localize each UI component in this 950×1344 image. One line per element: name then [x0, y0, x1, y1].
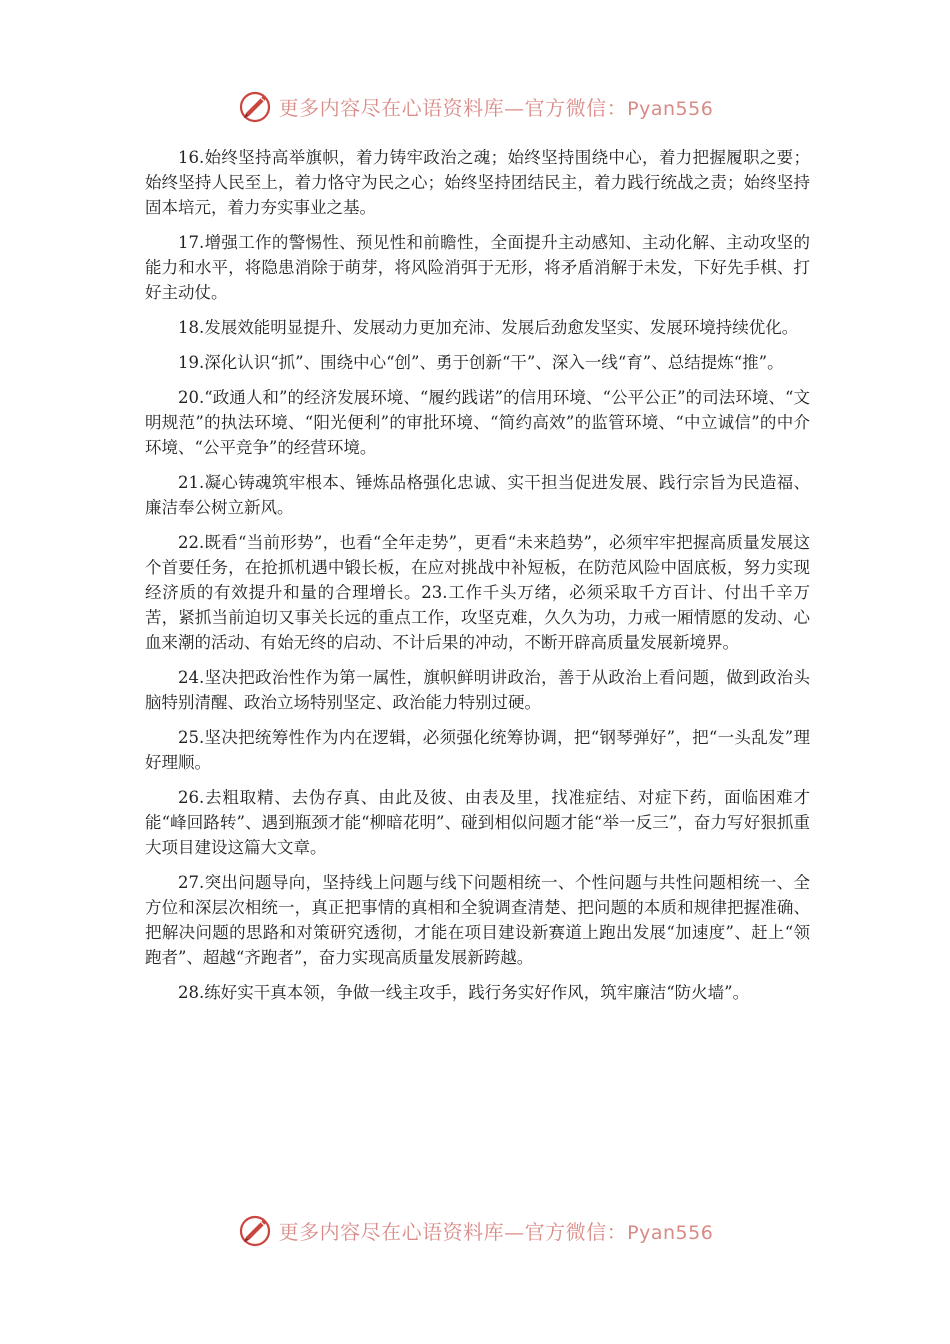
paragraph-22-23: 22.既看“当前形势”，也看“全年走势”，更看“未来趋势”，必须牢牢把握高质量发展这个首要任务，在抢抓机遇中锻长板，在应对挑战中补短板，在防范风险中固底板，努力实现经济质的有效提升和量的合理增长。23.工作千头万绪，必须采取千方百计、付出千辛万苦，紧抓当前迫切又事关长远的重点工作，攻坚克难，久久为功，力戒一厢情愿的发动、心血来潮的活动、有始无终的启动、不计后果的冲动，不断开辟高质量发展新境界。 [145, 533, 810, 652]
paragraph-17: 17.增强工作的警惕性、预见性和前瞻性，全面提升主动感知、主动化解、主动攻坚的能力和水平，将隐患消除于萌芽，将风险消弭于无形，将矛盾消解于未发，下好先手棋、打好主动仗。 [145, 233, 810, 302]
paragraph-27: 27.突出问题导向，坚持线上问题与线下问题相统一、个性问题与共性问题相统一、全方位和深层次相统一，真正把事情的真相和全貌调查清楚、把问题的本质和规律把握准确、把解决问题的思路和对策研究透彻，才能在项目建设新赛道上跑出发展“加速度”、赶上“领跑者”、超越“齐跑者”，奋力实现高质量发展新跨越。 [145, 873, 810, 967]
footer-text: 更多内容尽在心语资料库—官方微信：Pyan556 [278, 1219, 714, 1244]
paragraph-26: 26.去粗取精、去伪存真、由此及彼、由表及里，找准症结、对症下药，面临困难才能“峰回路转”、遇到瓶颈才能“柳暗花明”、碰到相似问题才能“举一反三”，奋力写好狠抓重大项目建设这篇大文章。 [145, 788, 810, 857]
paragraph-20: 20.“政通人和”的经济发展环境、“履约践诺”的信用环境、“公平公正”的司法环境、“文明规范”的执法环境、“阳光便利”的审批环境、“简约高效”的监管环境、“中立诚信”的中介环境、“公平竞争”的经营环境。 [145, 388, 810, 457]
footer-banner [0, 1208, 950, 1252]
pen-logo-icon [237, 88, 273, 124]
paragraph-25: 25.坚决把统筹性作为内在逻辑，必须强化统筹协调，把“钢琴弹好”，把“一头乱发”理好理顺。 [145, 728, 810, 772]
paragraph-24: 24.坚决把政治性作为第一属性，旗帜鲜明讲政治，善于从政治上看问题，做到政治头脑特别清醒、政治立场特别坚定、政治能力特别过硬。 [145, 668, 810, 712]
header-text: 更多内容尽在心语资料库—官方微信：Pyan556 [278, 95, 714, 120]
pen-logo-icon [237, 1212, 273, 1248]
header-banner [0, 84, 950, 128]
paragraph-21: 21.凝心铸魂筑牢根本、锤炼品格强化忠诚、实干担当促进发展、践行宗旨为民造福、廉洁奉公树立新风。 [145, 473, 810, 517]
paragraph-16: 16.始终坚持高举旗帜，着力铸牢政治之魂；始终坚持围绕中心，着力把握履职之要；始终坚持人民至上，着力恪守为民之心；始终坚持团结民主，着力践行统战之责；始终坚持固本培元，着力夯实事业之基。 [145, 148, 810, 217]
paragraph-19: 19.深化认识“抓”、围绕中心“创”、勇于创新“干”、深入一线“育”、总结提炼“推”。 [178, 353, 784, 372]
document-body [145, 145, 810, 1015]
paragraph-18: 18.发展效能明显提升、发展动力更加充沛、发展后劲愈发坚实、发展环境持续优化。 [178, 318, 799, 337]
paragraph-28: 28.练好实干真本领，争做一线主攻手，践行务实好作风，筑牢廉洁“防火墙”。 [178, 983, 750, 1002]
